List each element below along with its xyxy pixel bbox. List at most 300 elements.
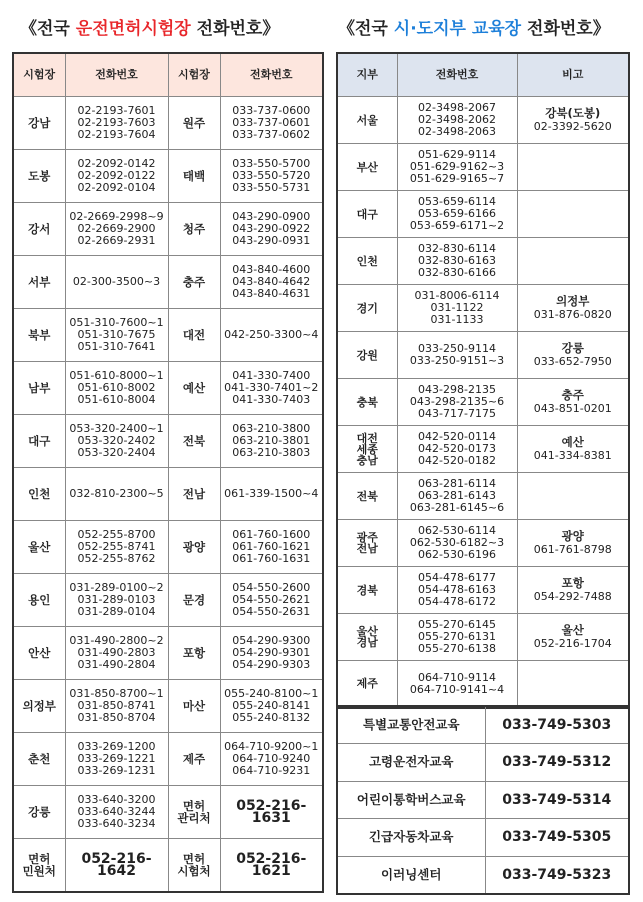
branch-row <box>337 379 629 426</box>
center-name <box>13 521 65 574</box>
note-label: 강북(도봉) <box>545 106 601 120</box>
branch-note <box>517 285 629 332</box>
test-center-row <box>13 309 323 362</box>
text-line: 춘천 <box>28 752 51 766</box>
center-phone <box>65 839 168 892</box>
branch-note <box>517 191 629 238</box>
text-line: 052-216-1631 <box>236 798 307 826</box>
note-phone: 02-3392-5620 <box>533 120 612 133</box>
branch-phone <box>397 520 517 567</box>
test-center-row <box>13 786 323 839</box>
branch-phone <box>397 473 517 520</box>
text-line: 052-216-1642 <box>81 850 152 879</box>
text-line: 031-1133 <box>430 313 484 326</box>
text-line: 충북 <box>356 395 378 409</box>
branch-phone <box>397 332 517 379</box>
text-line: 055-240-8141 <box>232 699 311 712</box>
branch-phone <box>397 661 517 708</box>
text-line: 전북 <box>356 489 378 503</box>
text-line: 051-610-8004 <box>77 393 156 406</box>
text-line: 043-717-7175 <box>418 407 496 420</box>
branch-name <box>337 97 397 144</box>
note-label: 포항 <box>561 576 584 590</box>
text-line: 042-250-3300~4 <box>224 328 319 341</box>
center-name <box>13 733 65 786</box>
text-line: 경기 <box>356 301 378 315</box>
text-line: 강남 <box>28 116 51 130</box>
center-phone <box>65 786 168 839</box>
text-line: 02-3498-2062 <box>418 113 496 126</box>
center-name <box>168 362 220 415</box>
left-title-suffix: 전화번호》 <box>190 19 280 39</box>
text-line: 033-250-9151~3 <box>409 354 505 367</box>
text-line: 064-710-9231 <box>232 764 311 777</box>
text-line: 02-2669-2900 <box>77 222 156 235</box>
text-line: 032-810-2300~5 <box>69 487 164 500</box>
center-phone <box>65 362 168 415</box>
text-line: 043-290-0931 <box>232 234 311 247</box>
education-label: 어린이통학버스교육 <box>337 781 485 819</box>
text-line: 061-339-1500~4 <box>224 487 319 500</box>
education-row <box>337 781 629 819</box>
text-line: 대전 <box>356 431 378 445</box>
education-row <box>337 856 629 894</box>
education-phone: 033-749-5303 <box>485 706 629 744</box>
text-line: 031-490-2800~2 <box>69 634 164 647</box>
education-row <box>337 819 629 857</box>
text-line: 충주 <box>182 275 206 289</box>
branch-name <box>337 191 397 238</box>
text-line: 전남 <box>356 542 378 555</box>
center-phone <box>65 415 168 468</box>
center-name <box>168 97 220 150</box>
center-phone <box>220 574 323 627</box>
branch-name <box>337 332 397 379</box>
text-line: 02-3498-2067 <box>418 101 496 114</box>
center-name <box>13 574 65 627</box>
test-center-row <box>13 521 323 574</box>
text-line: 02-2193-7601 <box>77 104 156 117</box>
test-center-row <box>13 839 323 892</box>
test-center-row <box>13 256 323 309</box>
text-line: 031-1122 <box>430 301 484 314</box>
text-line: 052-216-1621 <box>236 850 307 879</box>
text-line: 064-710-9141~4 <box>409 682 505 696</box>
text-line: 051-629-9162~3 <box>409 160 505 173</box>
center-phone <box>65 468 168 521</box>
text-line: 031-490-2803 <box>77 646 156 659</box>
branch-note <box>517 567 629 614</box>
branch-row <box>337 520 629 567</box>
education-label: 고령운전자교육 <box>337 744 485 782</box>
branch-row <box>337 97 629 144</box>
text-line: 053-659-6114 <box>418 195 496 208</box>
text-line: 051-629-9114 <box>418 148 496 161</box>
center-name <box>13 415 65 468</box>
text-line: 경남 <box>356 636 378 649</box>
text-line: 064-710-9200~1 <box>224 740 319 753</box>
center-name <box>13 627 65 680</box>
center-phone <box>220 256 323 309</box>
text-line: 061-760-1631 <box>232 552 311 565</box>
text-line: 033-550-5720 <box>232 169 311 182</box>
branch-header-row <box>337 53 629 97</box>
text-line: 031-850-8700~1 <box>69 687 164 700</box>
text-line: 054-478-6163 <box>418 583 496 596</box>
text-line: 052-255-8762 <box>77 552 156 565</box>
branch-phone <box>397 191 517 238</box>
branch-row <box>337 661 629 708</box>
text-line: 예산 <box>182 381 206 395</box>
branch-phone <box>397 426 517 473</box>
text-line: 울산 <box>356 625 378 638</box>
text-line: 울산 <box>28 540 51 554</box>
branch-phone <box>397 238 517 285</box>
header-center: 시험장 <box>13 53 65 97</box>
text-line: 033-737-0600 <box>232 104 311 117</box>
text-line: 033-550-5700 <box>232 157 311 170</box>
text-line: 인천 <box>28 487 51 501</box>
branch-name <box>337 473 397 520</box>
text-line: 02-3498-2063 <box>418 125 496 138</box>
center-name <box>13 150 65 203</box>
text-line: 세종 <box>356 442 378 456</box>
text-line: 053-320-2402 <box>77 434 156 447</box>
right-title-suffix: 전화번호》 <box>521 19 610 39</box>
branch-row <box>337 426 629 473</box>
center-name <box>13 203 65 256</box>
center-name <box>168 150 220 203</box>
text-line: 광양 <box>182 540 206 554</box>
text-line: 054-290-9300 <box>232 634 311 647</box>
test-center-row <box>13 415 323 468</box>
center-name <box>13 256 65 309</box>
text-line: 033-640-3244 <box>77 805 156 818</box>
test-center-row <box>13 627 323 680</box>
text-line: 전남 <box>182 487 206 501</box>
center-phone <box>220 680 323 733</box>
text-line: 053-659-6166 <box>418 207 496 220</box>
text-line: 북부 <box>28 328 51 342</box>
text-line: 포항 <box>182 646 206 660</box>
branch-note <box>517 614 629 661</box>
branch-name <box>337 285 397 332</box>
test-center-header-row <box>13 53 323 97</box>
note-label: 의정부 <box>556 294 590 308</box>
center-name <box>168 733 220 786</box>
center-name <box>13 309 65 362</box>
center-name <box>168 839 220 892</box>
branch-note <box>517 520 629 567</box>
text-line: 051-310-7641 <box>77 340 156 353</box>
text-line: 063-210-3801 <box>232 434 311 447</box>
header-phone: 전화번호 <box>65 53 168 97</box>
center-name <box>168 256 220 309</box>
note-label: 광양 <box>561 529 584 543</box>
center-name <box>13 786 65 839</box>
branch-row <box>337 473 629 520</box>
education-phone: 033-749-5312 <box>485 744 629 782</box>
text-line: 용인 <box>28 593 51 607</box>
branch-note <box>517 97 629 144</box>
text-line: 광주 <box>356 531 378 544</box>
center-phone <box>65 150 168 203</box>
text-line: 052-255-8741 <box>77 540 156 553</box>
branch-row <box>337 614 629 661</box>
text-line: 054-550-2631 <box>232 605 311 618</box>
left-title <box>20 14 279 39</box>
education-phone: 033-749-5314 <box>485 781 629 819</box>
test-center-table <box>12 52 324 893</box>
note-phone: 052-216-1704 <box>533 637 612 650</box>
education-label: 특별교통안전교육 <box>337 706 485 744</box>
center-phone <box>220 309 323 362</box>
text-line: 02-2669-2931 <box>77 234 156 247</box>
text-line: 054-290-9303 <box>232 658 311 671</box>
text-line: 041-330-7401~2 <box>224 381 319 394</box>
note-phone: 043-851-0201 <box>533 402 612 415</box>
branch-phone <box>397 285 517 332</box>
branch-note <box>517 332 629 379</box>
header-center: 시험장 <box>168 53 220 97</box>
branch-note <box>517 238 629 285</box>
text-line: 043-840-4600 <box>232 263 311 276</box>
text-line: 054-550-2621 <box>232 593 311 606</box>
text-line: 043-298-2135 <box>418 383 496 396</box>
center-name <box>168 574 220 627</box>
left-title-highlight: 운전면허시험장 <box>75 19 191 39</box>
center-phone <box>65 680 168 733</box>
text-line: 054-290-9301 <box>232 646 311 659</box>
text-line: 051-310-7600~1 <box>69 316 164 329</box>
test-center-row <box>13 574 323 627</box>
center-phone <box>220 97 323 150</box>
text-line: 054-550-2600 <box>232 581 311 594</box>
text-line: 제주 <box>356 677 378 691</box>
branch-note <box>517 473 629 520</box>
text-line: 041-330-7400 <box>232 369 311 382</box>
right-title-prefix: 《전국 <box>338 19 394 39</box>
text-line: 031-289-0104 <box>77 605 156 618</box>
test-center-row <box>13 680 323 733</box>
education-row <box>337 744 629 782</box>
center-phone <box>220 521 323 574</box>
text-line: 061-760-1621 <box>232 540 311 553</box>
text-line: 남부 <box>28 381 51 395</box>
center-phone <box>220 362 323 415</box>
text-line: 전북 <box>182 434 206 448</box>
center-phone <box>220 150 323 203</box>
text-line: 055-270-6145 <box>418 618 496 631</box>
note-label: 강릉 <box>561 341 584 355</box>
text-line: 면허 <box>28 851 51 866</box>
center-name <box>13 468 65 521</box>
text-line: 도봉 <box>28 169 51 183</box>
text-line: 063-281-6145~6 <box>409 501 505 514</box>
branch-phone <box>397 144 517 191</box>
text-line: 부산 <box>356 160 378 174</box>
text-line: 대구 <box>28 434 51 448</box>
text-line: 태백 <box>182 169 206 183</box>
text-line: 053-659-6171~2 <box>409 219 505 232</box>
center-name <box>13 839 65 892</box>
test-center-row <box>13 203 323 256</box>
text-line: 033-250-9114 <box>418 342 496 355</box>
education-phone: 033-749-5305 <box>485 819 629 857</box>
header-note: 비고 <box>517 53 629 97</box>
center-phone <box>65 574 168 627</box>
branch-row <box>337 191 629 238</box>
center-phone <box>220 786 323 839</box>
text-line: 강릉 <box>28 805 51 819</box>
text-line: 032-830-6166 <box>418 266 496 279</box>
text-line: 면허 <box>182 851 206 866</box>
center-name <box>168 203 220 256</box>
branch-name <box>337 238 397 285</box>
center-phone <box>65 733 168 786</box>
text-line: 강서 <box>28 222 51 236</box>
text-line: 02-2669-2998~9 <box>69 210 164 223</box>
center-name <box>168 468 220 521</box>
text-line: 051-610-8000~1 <box>69 369 164 382</box>
center-name <box>168 627 220 680</box>
branch-phone <box>397 614 517 661</box>
text-line: 055-240-8100~1 <box>224 687 319 700</box>
center-phone <box>65 521 168 574</box>
header-phone: 전화번호 <box>397 53 517 97</box>
text-line: 063-210-3800 <box>232 422 311 435</box>
text-line: 면허 <box>182 799 206 813</box>
text-line: 033-269-1221 <box>77 752 156 765</box>
right-title <box>338 14 610 39</box>
text-line: 061-760-1600 <box>232 528 311 541</box>
text-line: 대구 <box>356 207 378 221</box>
text-line: 문경 <box>182 593 206 607</box>
text-line: 043-290-0900 <box>232 210 311 223</box>
text-line: 054-478-6172 <box>418 595 496 608</box>
text-line: 안산 <box>28 646 51 660</box>
center-name <box>168 415 220 468</box>
branch-name <box>337 520 397 567</box>
text-line: 02-2193-7603 <box>77 116 156 129</box>
education-table <box>336 705 630 895</box>
text-line: 051-629-9165~7 <box>409 172 505 185</box>
header-phone: 전화번호 <box>220 53 323 97</box>
text-line: 충남 <box>356 453 378 467</box>
test-center-row <box>13 97 323 150</box>
text-line: 053-320-2404 <box>77 446 156 459</box>
note-phone: 033-652-7950 <box>533 355 612 368</box>
text-line: 관리처 <box>177 811 211 825</box>
text-line: 02-2193-7604 <box>77 128 156 141</box>
text-line: 강원 <box>356 348 378 362</box>
center-phone <box>65 203 168 256</box>
text-line: 063-281-6143 <box>418 489 496 502</box>
header-branch: 지부 <box>337 53 397 97</box>
text-line: 031-490-2804 <box>77 658 156 671</box>
text-line: 서부 <box>28 275 51 289</box>
center-name <box>13 680 65 733</box>
text-line: 마산 <box>182 699 206 713</box>
test-center-row <box>13 468 323 521</box>
text-line: 인천 <box>356 254 378 268</box>
left-title-prefix: 《전국 <box>20 19 76 39</box>
text-line: 원주 <box>182 116 206 130</box>
branch-table <box>336 52 630 709</box>
text-line: 055-240-8132 <box>232 711 311 724</box>
education-phone: 033-749-5323 <box>485 856 629 894</box>
text-line: 서울 <box>356 113 378 127</box>
branch-row <box>337 285 629 332</box>
note-label: 예산 <box>561 435 584 449</box>
text-line: 의정부 <box>22 699 56 713</box>
text-line: 063-210-3803 <box>232 446 311 459</box>
text-line: 051-310-7675 <box>77 328 156 341</box>
center-phone <box>220 839 323 892</box>
text-line: 054-478-6177 <box>418 571 496 584</box>
text-line: 063-281-6114 <box>418 477 496 490</box>
text-line: 052-255-8700 <box>77 528 156 541</box>
text-line: 062-530-6114 <box>418 524 496 537</box>
center-phone <box>220 733 323 786</box>
text-line: 062-530-6196 <box>418 548 496 561</box>
text-line: 055-270-6138 <box>418 642 496 655</box>
branch-row <box>337 238 629 285</box>
branch-row <box>337 332 629 379</box>
text-line: 042-520-0114 <box>418 430 496 443</box>
branch-name <box>337 614 397 661</box>
text-line: 031-289-0103 <box>77 593 156 606</box>
text-line: 042-520-0182 <box>418 454 496 467</box>
text-line: 062-530-6182~3 <box>409 536 505 549</box>
text-line: 031-8006-6114 <box>414 289 500 302</box>
text-line: 대전 <box>182 328 206 342</box>
text-line: 055-270-6131 <box>418 630 496 643</box>
test-center-row <box>13 362 323 415</box>
branch-phone <box>397 379 517 426</box>
branch-note <box>517 379 629 426</box>
text-line: 032-830-6163 <box>418 254 496 267</box>
text-line: 033-269-1200 <box>77 740 156 753</box>
center-phone <box>220 203 323 256</box>
branch-note <box>517 144 629 191</box>
center-name <box>168 309 220 362</box>
text-line: 031-289-0100~2 <box>69 581 164 594</box>
text-line: 033-737-0602 <box>232 128 311 141</box>
text-line: 민원처 <box>22 863 56 878</box>
branch-name <box>337 144 397 191</box>
text-line: 043-298-2135~6 <box>409 395 505 408</box>
branch-row <box>337 567 629 614</box>
center-name <box>168 680 220 733</box>
text-line: 043-290-0922 <box>232 222 311 235</box>
note-label: 울산 <box>561 623 584 637</box>
text-line: 043-840-4631 <box>232 287 311 300</box>
center-phone <box>65 309 168 362</box>
text-line: 033-269-1231 <box>77 764 156 777</box>
text-line: 02-300-3500~3 <box>72 275 161 288</box>
education-row <box>337 706 629 744</box>
note-phone: 054-292-7488 <box>533 590 612 603</box>
test-center-row <box>13 150 323 203</box>
center-name <box>13 362 65 415</box>
branch-name <box>337 379 397 426</box>
branch-row <box>337 144 629 191</box>
branch-name <box>337 661 397 708</box>
center-name <box>168 786 220 839</box>
text-line: 032-830-6114 <box>418 242 496 255</box>
text-line: 02-2092-0122 <box>77 169 156 182</box>
